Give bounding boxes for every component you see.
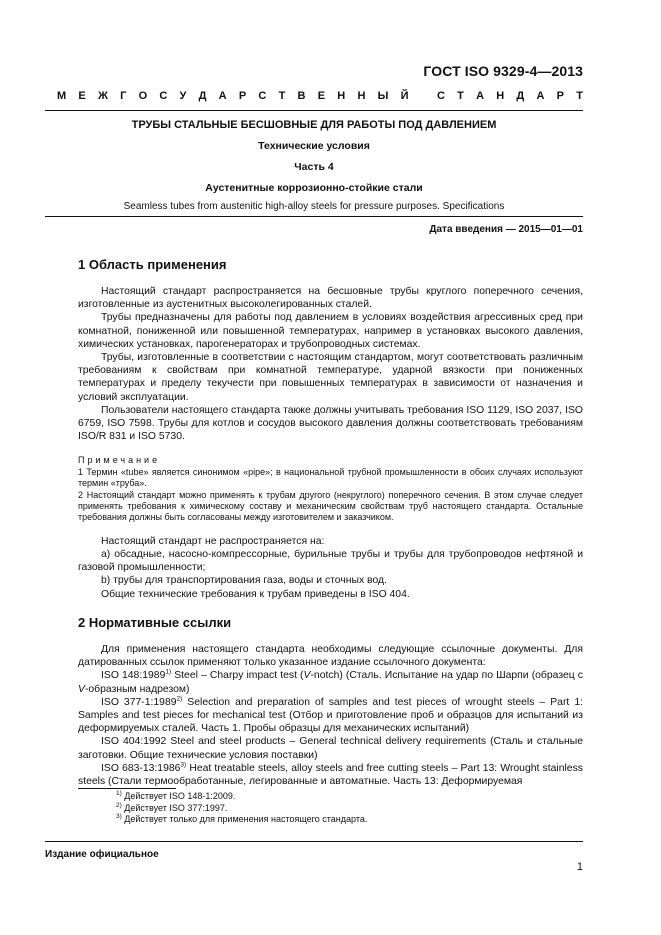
paragraph: Настоящий стандарт не распространяется на:: [101, 535, 325, 547]
page-number: 1: [576, 861, 583, 873]
footnote: $^{3)}$ Действует только для применения настоящего стандарта.: [116, 813, 368, 825]
standard-banner: [57, 90, 583, 102]
banner-letter: У: [179, 90, 187, 102]
banner-letter: Д: [516, 90, 525, 102]
banner-letter: Й: [400, 90, 409, 102]
banner-letter: С: [159, 90, 168, 102]
list-item: b) трубы для транспортирования газа, воды и сточных вод.: [101, 575, 387, 587]
banner-letter: С: [258, 90, 267, 102]
document-title: ТРУБЫ СТАЛЬНЫЕ БЕСШОВНЫЕ ДЛЯ РАБОТЫ ПОД ДАВЛЕНИЕМ: [131, 119, 497, 131]
note-heading: Примечание: [78, 455, 161, 466]
banner-letter: Е: [317, 90, 326, 102]
banner-letter: Е: [78, 90, 86, 102]
banner-letter: [421, 90, 425, 102]
paragraph: Настоящий стандарт распространяется на бесшовные трубы круглого поперечного сечения, изготовленные из аустенитных высоколегированных сталей.: [78, 286, 583, 311]
document-body: [78, 257, 583, 788]
reference-item: ISO 683-13:1986$^{3)}$ Heat treatable steels, alloy steels and free cutting steels – Part 13: Wrought stainless steels (Стали термообработанные, легированные и автоматные. Часть 13: Деформируемая: [78, 761, 583, 787]
document-subtitle: Технические условия: [258, 140, 370, 152]
banner-letter: Д: [198, 90, 207, 102]
reference-item: ISO 404:1992 Steel and steel products – General technical delivery requirements (Сталь и стальные заготовки. Общие технические условия поставки): [78, 736, 583, 761]
banner-letter: Т: [576, 90, 583, 102]
banner-letter: В: [297, 90, 306, 102]
banner-divider: [45, 110, 583, 111]
edition-label: Издание официальное: [45, 849, 159, 860]
banner-letter: Г: [120, 90, 127, 102]
title-block: [45, 119, 583, 212]
footnote: $^{2)}$ Действует ISO 377:1997.: [116, 801, 228, 813]
reference-item: ISO 148:1989$^{1)}$ Steel – Charpy impact test (V-notch) (Сталь. Испытание на удар по Шарпи (образец с V-образным надрезом): [78, 668, 584, 695]
paragraph: Для применения настоящего стандарта необходимы следующие ссылочные документы. Для датированных ссылок применяют только указанное издание ссылочного документа:: [78, 643, 583, 669]
standard-code: ГОСТ ISO 9329-4—2013: [423, 63, 583, 79]
document-part: Часть 4: [294, 161, 334, 173]
note-item: 2 Настоящий стандарт можно применять к трубам другого (некруглого) поперечного сечения. В этом случае следует применять требования к химическому составу и механическим свойствам труб настоящего стандарта. Остальные требования должны быть согласованы между изготовителем и заказчиком.: [78, 489, 583, 523]
paragraph: Трубы предназначены для работы под давлением в условиях воздействия агрессивных сред при комнатной, пониженной или повышенной температурах, например в установках высокого давления, химических установках, парогенераторах и трубопроводных системах.: [78, 312, 583, 350]
banner-letter: С: [436, 90, 445, 102]
paragraph: Пользователи настоящего стандарта также должны учитывать требования ISO 1129, ISO 2037, ISO 6759, ISO 7598. Трубы для котлов и сосудов высокого давления должны соответствовать требованиям ISO/R 831 и ISO 5730.: [78, 404, 583, 443]
banner-letter: Н: [357, 90, 366, 102]
banner-letter: А: [536, 90, 545, 102]
banner-letter: А: [476, 90, 485, 102]
banner-letter: Т: [278, 90, 286, 102]
banner-letter: Н: [337, 90, 346, 102]
banner-letter: Р: [238, 90, 247, 102]
title-divider: [45, 216, 583, 217]
banner-letter: Н: [496, 90, 505, 102]
footnote-divider: [78, 788, 176, 789]
section-2-heading: 2 Нормативные ссылки: [78, 614, 232, 630]
footnotes: [116, 791, 367, 826]
banner-letter: А: [218, 90, 227, 102]
banner-letter: Ж: [97, 90, 108, 102]
reference-item: ISO 377-1:1989$^{2)}$ Selection and preparation of samples and test pieces of wrought steels – Part 1: Samples and test pieces for mechanical test (Отбор и приготовление проб и образцов для испытаний из деформируемых сталей. Часть 1. Пробы образцы для механических испытаний): [78, 695, 583, 735]
banner-letter: Т: [457, 90, 464, 102]
english-title: Seamless tubes from austenitic high-alloy steels for pressure purposes. Specifications: [123, 201, 505, 212]
banner-letter: М: [57, 90, 67, 102]
footnote: $^{1)}$ Действует ISO 148-1:2009.: [116, 790, 236, 801]
section-1-heading: 1 Область применения: [78, 257, 227, 272]
banner-letter: Ы: [377, 90, 389, 102]
document-part-title: Аустенитные коррозионно-стойкие стали: [205, 182, 423, 194]
list-item: а) обсадные, насосно-компрессорные, бурильные трубы и трубы для трубопроводов нефтяной и газовой промышленности;: [78, 549, 583, 574]
footer-divider: [45, 841, 583, 842]
paragraph: Общие технические требования к трубам приведены в ISO 404.: [101, 588, 410, 600]
introduction-date: Дата введения — 2015—01—01: [429, 224, 583, 235]
note-item: 1 Термин «tube» является синонимом «pipe»; в национальной трубной промышленности в обоих случаях используют термин «труба».: [78, 466, 583, 489]
paragraph: Трубы, изготовленные в соответствии с настоящим стандартом, могут соответствовать различным требованиям к свойствам при комнатной температуре, ударной вязкости при пониженных температурах и пределу текучести при повышенных температурах в зависимости от назначения и условий эксплуатации.: [78, 352, 583, 403]
banner-letter: О: [138, 90, 148, 102]
banner-letter: Р: [556, 90, 564, 102]
